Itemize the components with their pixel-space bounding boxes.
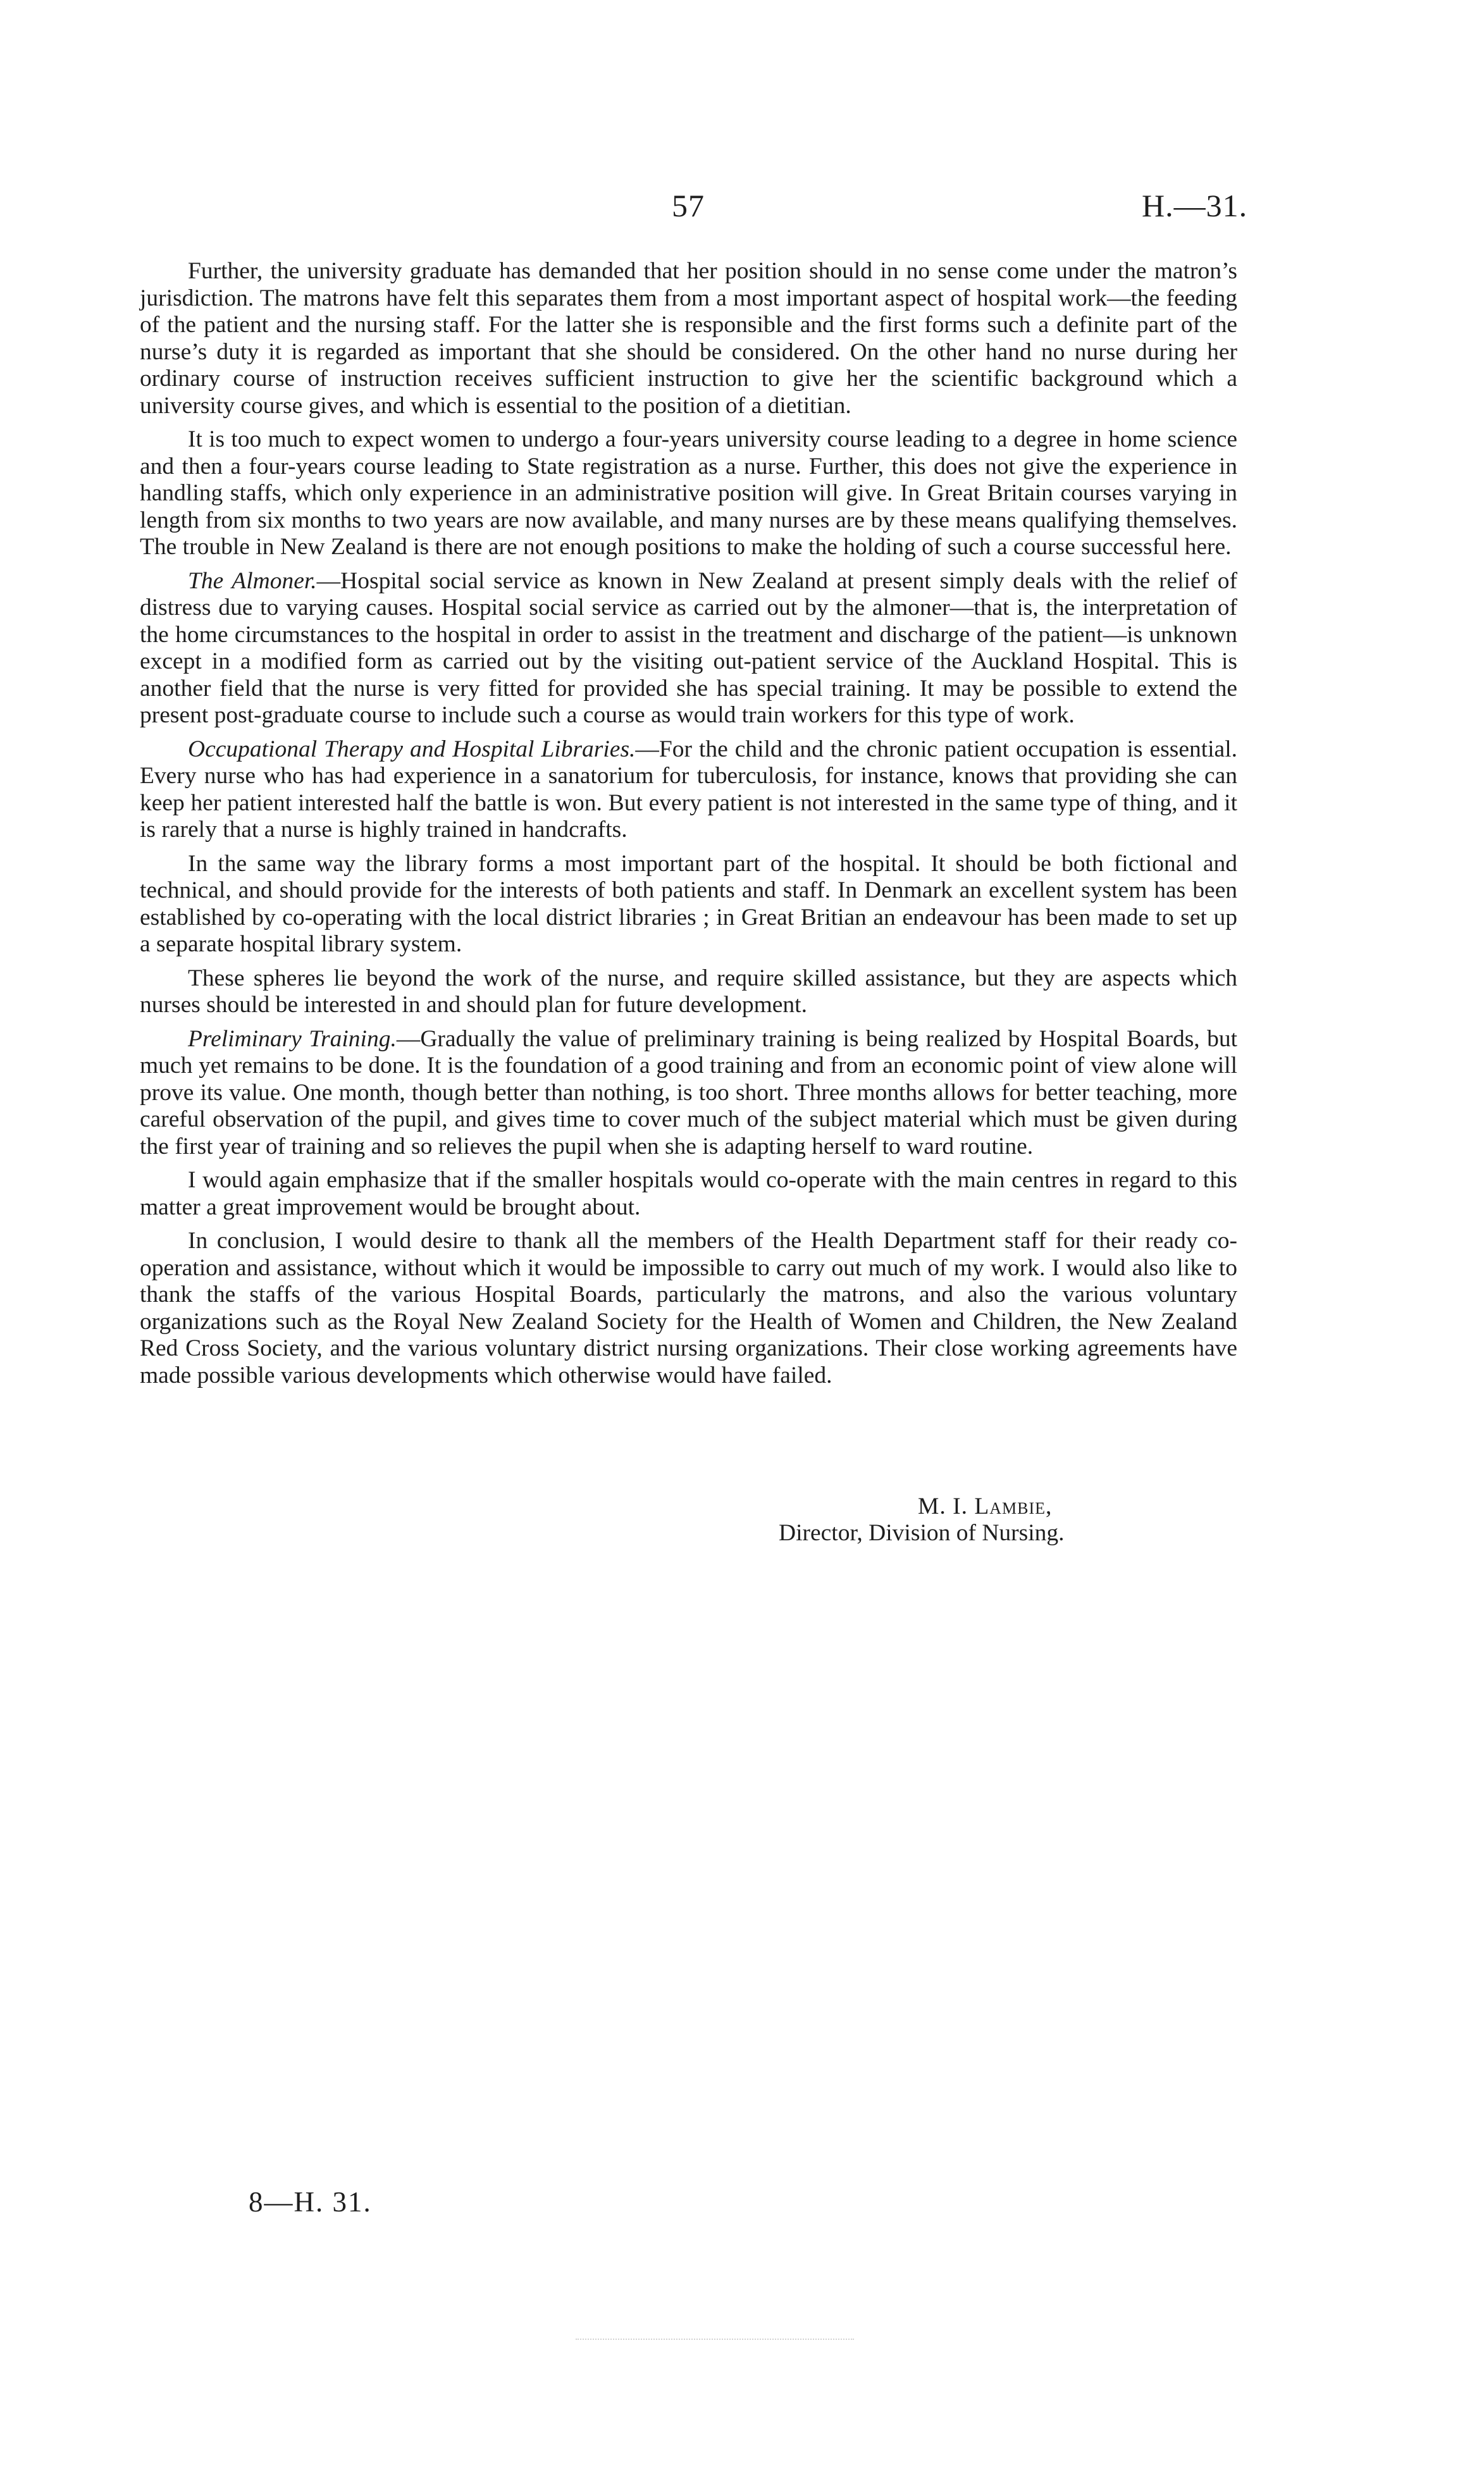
paragraph-conclusion — [140, 1228, 1237, 1389]
paragraph-dietitian-position — [140, 258, 1237, 419]
section-lead-in: Occupational Therapy and Hospital Libraries. — [188, 736, 636, 762]
paragraph-home-science-course — [140, 426, 1237, 561]
paragraph-smaller-hospitals — [140, 1167, 1237, 1221]
paragraph-text: —Hospital social service as known in New Zealand at present simply deals with the relief of distress due to varying causes. Hospital social service as carried out by the almoner—that is, the interpretation of the home circumstances to the hospital in order to assist in the treatment and discharge of the patient—is unknown except in a modified form as carried out by the visiting out-patient service of the Auckland Hospital. This is another field that the nurse is very fitted for provided she has special training. It may be possible to extend the present post-graduate course to include such a course as would train workers for this type of work. — [140, 567, 1237, 728]
paragraph-text: —Gradually the value of preliminary training is being realized by Hospital Boards, but much yet remains to be done. It is the foundation of a good training and from an economic point of view alone will prove its value. One month, though better than nothing, is too short. Three months allows for better teaching, more careful observation of the pupil, and gives time to cover much of the subject material which must be given during the first year of training and so relieves the pupil when she is adapting herself to ward routine. — [140, 1025, 1237, 1159]
paragraph-text: These spheres lie beyond the work of the nurse, and require skilled assistance, but they are aspects which nurses should be interested in and should plan for future development. — [140, 965, 1237, 1018]
footer-reference: 8—H. 31. — [249, 2186, 372, 2218]
page-number: 57 — [672, 188, 705, 223]
paragraph-hospital-library — [140, 851, 1237, 958]
paragraph-text: —For the child and the chronic patient occupation is essential. Every nurse who has had experience in a sanatorium for tuberculosis, for instance, knows that providing she can keep her patient interested half the battle is won. But every patient is not interested in the same type of thing, and it is rarely that a nurse is highly trained in handcrafts. — [140, 736, 1237, 843]
paragraph-skilled-assistance — [140, 965, 1237, 1019]
section-lead-in: The Almoner. — [188, 567, 317, 594]
paragraph-text: Further, the university graduate has demanded that her position should in no sense come under the matron’s jurisdiction. The matrons have felt this separates them from a most important aspect of hospital work—the feeding of the patient and the nursing staff. For the latter she is responsible and the first forms such a definite part of the nurse’s duty it is regarded as important that she should be considered. On the other hand no nurse during her ordinary course of instruction receives sufficient instruction to give her the scientific background which a university course gives, and which is essential to the position of a dietitian. — [140, 258, 1237, 419]
signatory-name: M. I. Lambie, — [918, 1493, 1053, 1519]
signature-block — [779, 1493, 1221, 1547]
paragraph-preliminary-training — [140, 1026, 1237, 1161]
paragraph-almoner — [140, 568, 1237, 729]
paragraph-text: In the same way the library forms a most important part of the hospital. It should be both fictional and technical, and should provide for the interests of both patients and staff. In Denmark an excellent system has been established by co-operating with the local district libraries ; in Great Britian an endeavour has been made to set up a separate hospital library system. — [140, 850, 1237, 957]
paragraph-text: It is too much to expect women to undergo a four-years university course leading to a degree in home science and then a four-years course leading to State registration as a nurse. Further, this does not give the experience in handling staffs, which only experience in an administrative position will give. In Great Britain courses varying in length from six months to two years are now available, and many nurses are by these means qualifying themselves. The trouble in New Zealand is there are not enough positions to make the holding of such a course successful here. — [140, 426, 1237, 560]
paragraph-text: In conclusion, I would desire to thank all the members of the Health Department staff for their ready co-operation and assistance, without which it would be impossible to carry out much of my work. I would also like to thank the staffs of the various Hospital Boards, particularly the matrons, and also the various voluntary organizations such as the Royal New Zealand Society for the Health of Women and Children, the New Zealand Red Cross Society, and the various voluntary district nursing organizations. Their close working agreements have made possible various developments which otherwise would have failed. — [140, 1228, 1237, 1388]
signatory-title: Director, Division of Nursing. — [779, 1520, 1065, 1546]
report-body — [140, 258, 1237, 1396]
section-lead-in: Preliminary Training. — [188, 1025, 397, 1052]
document-reference: H.—31. — [1142, 188, 1248, 223]
paragraph-occupational-therapy — [140, 736, 1237, 844]
faint-print-mark — [576, 2339, 854, 2340]
paragraph-text: I would again emphasize that if the smaller hospitals would co-operate with the main centres in regard to this matter a great improvement would be brought about. — [140, 1167, 1237, 1220]
